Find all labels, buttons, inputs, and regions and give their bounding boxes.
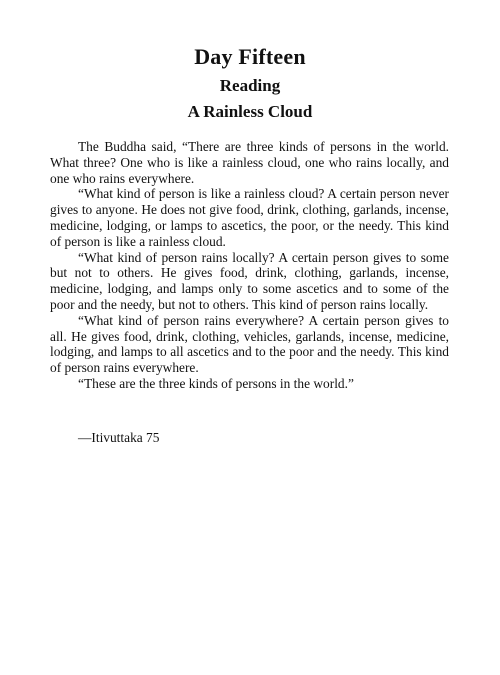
paragraph: “What kind of person rains everywhere? A certain person gives to all. He gives food, drink, clothing, vehicles, garlands, incense, medicine, lodging, and lamps to all ascetics and to the poor and the needy. This kind of person rains everywhere. <box>50 312 449 376</box>
reading-body <box>50 139 449 392</box>
paragraph: “What kind of person rains locally? A certain person gives to some but not to others. He gives food, drink, clothing, garlands, incense, medicine, lodging, and lamps only to some ascetics and to some of the poor and the needy, but not to others. This kind of person rains locally. <box>50 249 449 312</box>
source-citation: —Itivuttaka 75 <box>78 430 160 445</box>
section-label: Reading <box>219 76 281 95</box>
reading-title: A Rainless Cloud <box>187 102 313 121</box>
paragraph: “What kind of person is like a rainless cloud? A certain person never gives to anyone. He does not give food, drink, clothing, garlands, incense, medicine, lodging, or lamps to ascetics, the poor, or the needy. This kind of person is like a rainless cloud. <box>50 186 449 249</box>
paragraph: “These are the three kinds of persons in the world.” <box>78 375 354 391</box>
chapter-title: Day Fifteen <box>194 44 306 69</box>
paragraph: The Buddha said, “There are three kinds of persons in the world. What three? One who is like a rainless cloud, one who rains locally, and one who rains everywhere. <box>50 139 449 186</box>
